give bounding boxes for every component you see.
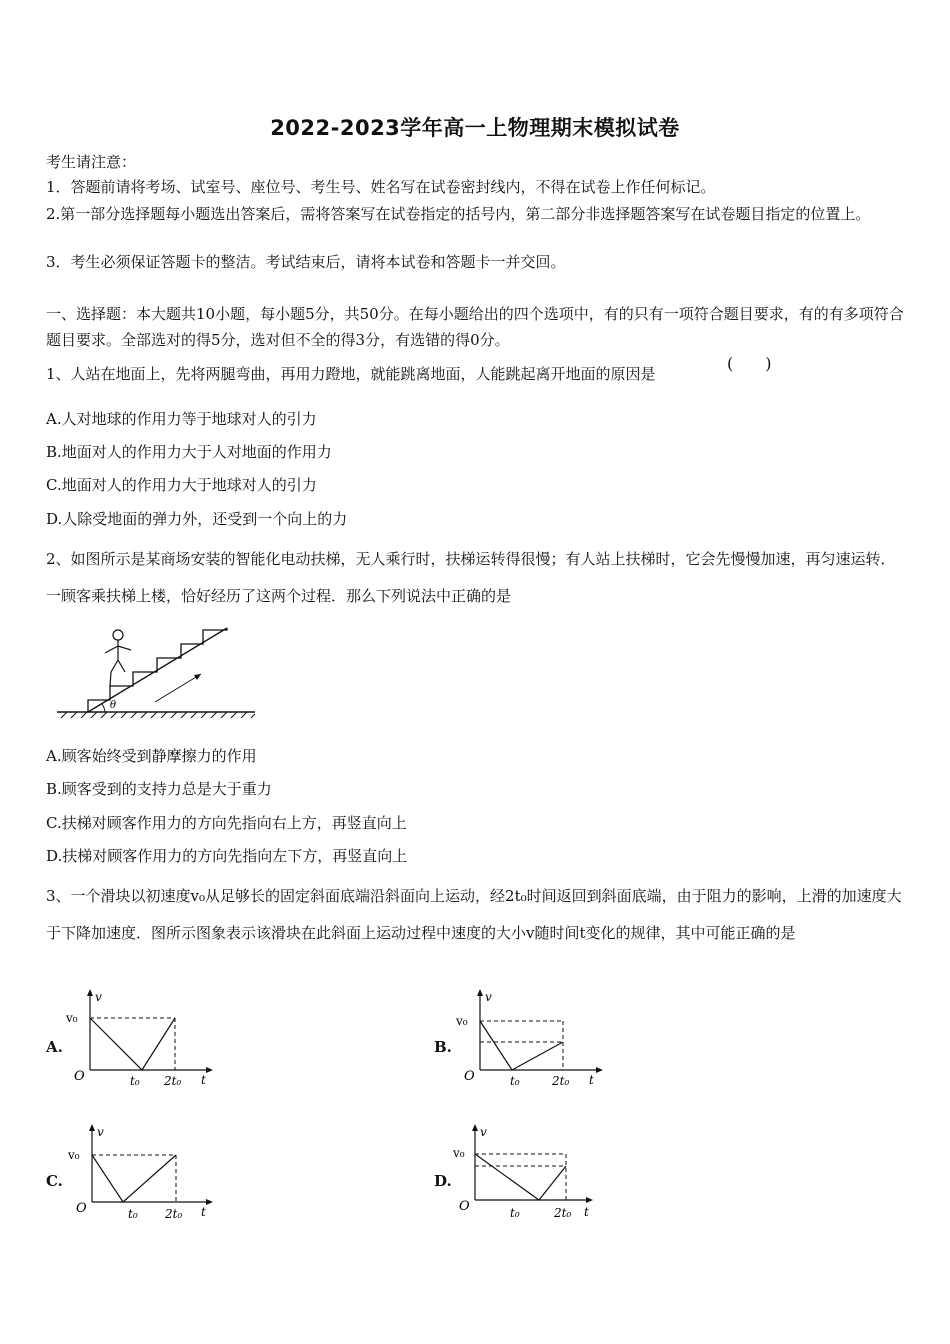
graph-c-origin: O (76, 1201, 87, 1216)
q2-stem: 2、如图所示是某商场安装的智能化电动扶梯，无人乘行时，扶梯运转得很慢；有人站上扶梯时，它会先慢慢加速，再匀速运转．一顾客乘扶梯上楼，恰好经历了这两个过程．那么下列说法中正确的是 (46, 550, 896, 605)
graph-d-t: t (584, 1205, 589, 1219)
graph-a-v0: v₀ (66, 1011, 78, 1025)
q1-option-a: A.人对地球的作用力等于地球对人的引力 (46, 410, 317, 428)
notice-item-3: 3．考生必须保证答题卡的整洁。考试结束后，请将本试卷和答题卡一并交回。 (46, 253, 566, 271)
q3-option-d-label: D. (434, 1172, 452, 1190)
graph-b-v0: v₀ (456, 1014, 468, 1028)
escalator-figure (55, 620, 260, 720)
graph-b-v: v (485, 990, 492, 1004)
q3-option-c-label: C. (46, 1172, 63, 1190)
q2-option-b: B.顾客受到的支持力总是大于重力 (46, 780, 272, 798)
graph-a-2t0: 2t₀ (164, 1074, 182, 1088)
q1-answer-paren: ( ) (727, 354, 772, 373)
graph-b-t: t (589, 1073, 594, 1087)
q1-stem: 1、人站在地面上，先将两腿弯曲，再用力蹬地，就能跳离地面，人能跳起离开地面的原因是 (46, 365, 656, 383)
q3-option-b-label: B. (434, 1038, 452, 1056)
q2-option-a: A.顾客始终受到静摩擦力的作用 (46, 747, 257, 765)
graph-c-2t0: 2t₀ (165, 1207, 183, 1221)
graph-b (450, 985, 610, 1090)
q3-stem: 3、一个滑块以初速度v₀从足够长的固定斜面底端沿斜面向上运动，经2t₀时间返回到斜面底端，由于阻力的影响，上滑的加速度大于下降加速度．图所示图象表示该滑块在此斜面上运动过程中速度的大小v随时间t变化的规律，其中可能正确的是 (46, 887, 902, 942)
graph-c-t0: t₀ (128, 1207, 138, 1221)
graph-d (450, 1120, 610, 1225)
graph-a-origin: O (74, 1069, 85, 1084)
graph-a (60, 985, 220, 1090)
q1-option-d: D.人除受地面的弹力外，还受到一个向上的力 (46, 510, 348, 528)
angle-label: θ (110, 700, 117, 711)
graph-b-2t0: 2t₀ (552, 1074, 570, 1088)
q2-option-d: D.扶梯对顾客作用力的方向先指向左下方，再竖直向上 (46, 847, 408, 865)
graph-d-origin: O (459, 1199, 470, 1214)
graph-a-t0: t₀ (130, 1074, 140, 1088)
graph-c-v: v (97, 1125, 104, 1139)
graph-d-v0: v₀ (453, 1146, 465, 1160)
graph-d-2t0: 2t₀ (554, 1206, 572, 1220)
notice-item-2: 2.第一部分选择题每小题选出答案后，需将答案写在试卷指定的括号内，第二部分非选择题答案写在试卷题目指定的位置上。 (46, 205, 871, 223)
graph-b-t0: t₀ (510, 1074, 520, 1088)
graph-c (60, 1120, 220, 1225)
graph-c-t: t (201, 1205, 206, 1219)
graph-d-t0: t₀ (510, 1206, 520, 1220)
q1-option-c: C.地面对人的作用力大于地球对人的引力 (46, 476, 317, 494)
graph-b-origin: O (464, 1069, 475, 1084)
graph-c-v0: v₀ (68, 1148, 80, 1162)
q2-option-c: C.扶梯对顾客作用力的方向先指向右上方，再竖直向上 (46, 814, 407, 832)
graph-d-v: v (480, 1125, 487, 1139)
q3-option-a-label: A. (46, 1038, 63, 1056)
graph-a-v: v (95, 990, 102, 1004)
page-title: 2022-2023学年高一上物理期末模拟试卷 (270, 116, 680, 140)
notice-item-1: 1．答题前请将考场、试室号、座位号、考生号、姓名写在试卷密封线内，不得在试卷上作任何标记。 (46, 178, 716, 196)
graph-a-t: t (201, 1073, 206, 1087)
notice-heading: 考生请注意： (46, 153, 137, 171)
section-intro: 一、选择题：本大题共10小题，每小题5分，共50分。在每小题给出的四个选项中，有的只有一项符合题目要求，有的有多项符合题目要求。全部选对的得5分，选对但不全的得3分，有选错的得0分。 (46, 305, 904, 349)
q1-option-b: B.地面对人的作用力大于人对地面的作用力 (46, 443, 332, 461)
